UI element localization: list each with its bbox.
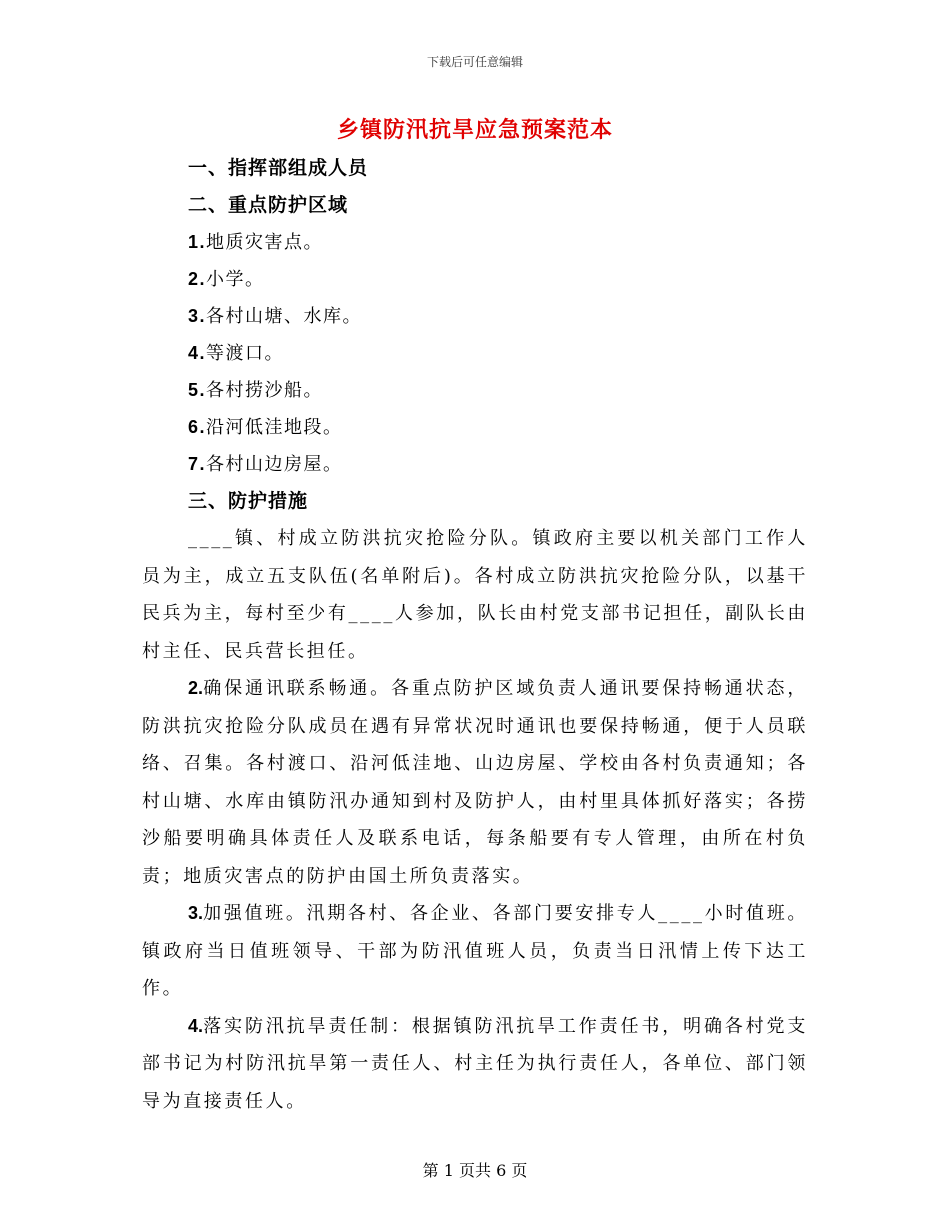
list-item [142,335,808,372]
paragraph-text: 确保通讯联系畅通。各重点防护区域负责人通讯要保持畅通状态，防洪抗灾抢险分队成员在遇有异常状况时通讯也要保持畅通，便于人员联络、召集。各村渡口、沿河低洼地、山边房屋、学校由各村负责通知；各村山塘、水库由镇防汛办通知到村及防护人，由村里具体抓好落实；各捞沙船要明确具体责任人及联系电话，每条船要有专人管理，由所在村负责；地质灾害点的防护由国土所负责落实。 [142,678,808,887]
list-item [142,409,808,446]
paragraph [142,520,808,670]
list-item-text: 小学。 [206,269,265,290]
list-item-text: 各村山边房屋。 [206,454,343,475]
paragraph-number: 2. [188,678,204,698]
list-item-number: 5. [188,380,207,400]
section-heading-2: 二、重点防护区域 [188,194,349,216]
paragraph [142,1008,808,1121]
paragraph-text: 落实防汛抗旱责任制：根据镇防汛抗旱工作责任书，明确各村党支部书记为村防汛抗旱第一责任人、村主任为执行责任人，各单位、部门领导为直接责任人。 [142,1015,808,1112]
list-item-text: 各村捞沙船。 [206,380,324,401]
document-title: 乡镇防汛抗旱应急预案范本 [336,117,613,143]
paragraph-number: 3. [188,903,204,923]
paragraph-text: ____镇、村成立防洪抗灾抢险分队。镇政府主要以机关部门工作人员为主，成立五支队伍(名单附后)。各村成立防洪抗灾抢险分队，以基干民兵为主，每村至少有____人参加，队长由村党支部书记担任，副队长由村主任、民兵营长担任。 [142,528,808,662]
list-item-text: 沿河低洼地段。 [206,417,343,438]
list-item-number: 1. [188,232,207,252]
page-footer: 第 1 页共 6 页 [422,1161,528,1180]
paragraph [142,895,808,1008]
list-item-text: 地质灾害点。 [206,232,324,253]
header-note: 下载后可任意编辑 [426,55,523,69]
paragraph-text: 加强值班。汛期各村、各企业、各部门要安排专人____小时值班。镇政府当日值班领导、干部为防汛值班人员，负责当日汛情上传下达工作。 [142,903,808,999]
list-item [142,261,808,298]
list-item-text: 等渡口。 [206,343,285,364]
paragraph-number: 4. [188,1015,204,1036]
list-item-text: 各村山塘、水库。 [206,306,363,327]
list-item [142,298,808,335]
list-item-number: 4. [188,343,207,363]
list-item-number: 2. [188,269,207,289]
list-item [142,446,808,483]
document-body [142,150,808,1120]
list-item-number: 7. [188,454,207,474]
list-item-number: 3. [188,306,207,326]
list-item [142,224,808,261]
section-heading-1: 一、指挥部组成人员 [188,157,369,179]
list-item [142,372,808,409]
list-item-number: 6. [188,417,207,437]
paragraph [142,670,808,895]
section-heading-3: 三、防护措施 [188,490,309,512]
